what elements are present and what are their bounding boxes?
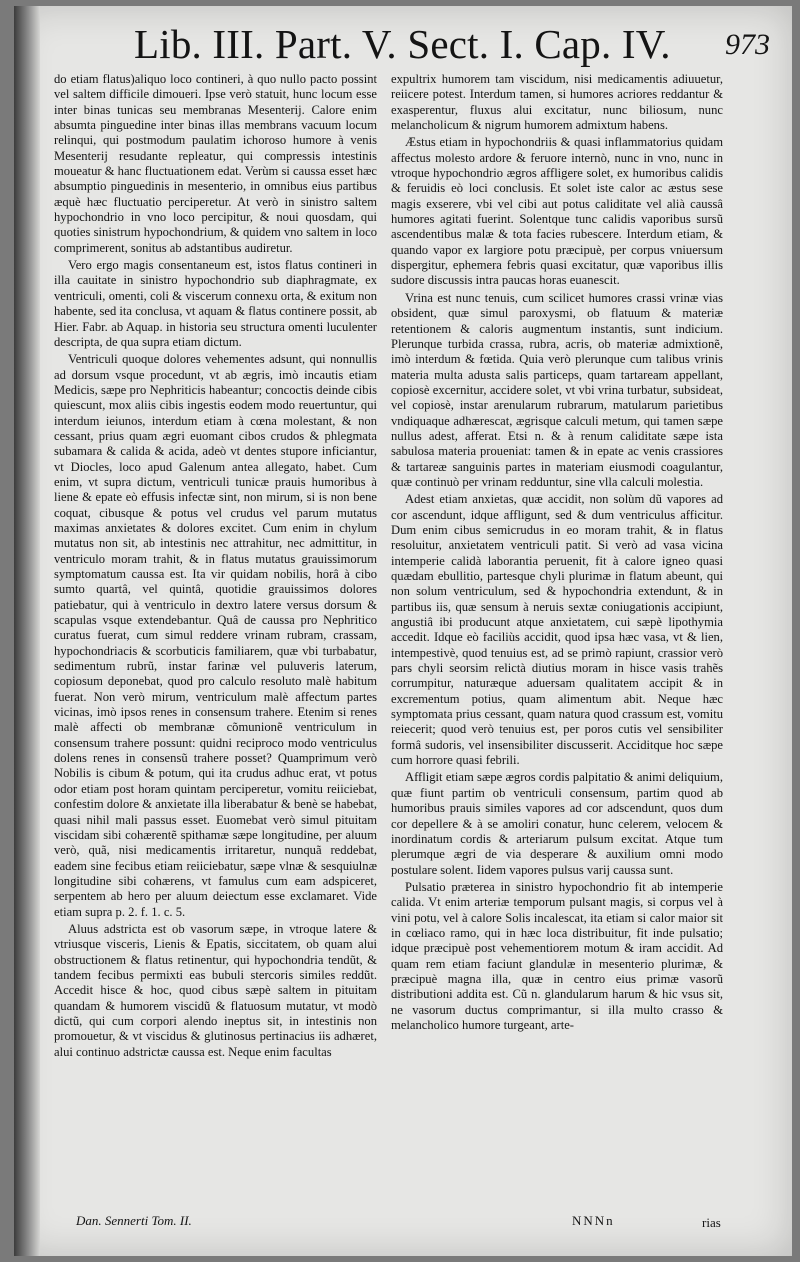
- paragraph: expultrix humorem tam viscidum, nisi medicamentis adiuuetur, reiicere potest. Interdum tamen, si humores acriores reddantur & exasperentur, fluxus alui excitatur, nunc biliosum, nunc melancholicum & nigrum humorem admixtum habens.: [391, 72, 723, 133]
- book-page: [14, 6, 792, 1256]
- signature-line: Dan. Sennerti Tom. II.: [76, 1213, 192, 1228]
- page-number: 973: [725, 28, 770, 61]
- paragraph: Adest etiam anxietas, quæ accidit, non solùm dũ vapores ad cor ascendunt, idque affligunt, sed & dum ventriculus afficitur. Dum enim cibus semicrudus in eo moram trahit, & in flatus resoluitur, anxietatem ventriculi patit. Si verò ad vasa vicina intemperie calidà laborantia peruenit, fit à calore igneo quasi quædam ebullitio, partesque chyli plurimæ in flatum abeunt, qui non solum ventriculum, sed & hypochondria extendunt, & in partibus iis, quæ sensum à neruis sextæ coniugationis accipiunt, angustiâ ibi producunt atque anxietatem, cui sæpè lipothymia accedit. Idque eò faciliùs accidit, quod ipsa hæc vasa, vt & lien, intempestivè, quod tenuius est, ad se primò rapiunt, crassior verò pars chyli seorsim relictà diutius moram in hisce vasis trahẽs corrumpitur, naturæque aduersam qualitatem accipit & in excrementum potius, quam alimentum abit. Neque hæc symptomata prius cessant, quam natura quod crassum est, vomitu reiecerit; quod verò tenuius est, per poros cutis vel sensibiliter formâ sudoris, vel insensibiliter discusserit. Acciditque hoc sæpe cum horrore quasi febrili.: [391, 492, 723, 768]
- page-header: [134, 20, 774, 72]
- catchword: rias: [702, 1215, 721, 1230]
- book-binding-shadow: [14, 6, 40, 1256]
- paragraph: Vero ergo magis consentaneum est, istos flatus contineri in illa cauitate in sinistro hypochondrio sub diaphragmate, ex ventriculi, omenti, coli & viscerum connexu orta, & exitum non habente, sed ita conclusa, vt aquam & flatus continere possit, ab Hier. Fabr. ab Aquap. in historia seu structura omenti luculenter descripta, de qua supra etiam dictum.: [54, 258, 377, 349]
- left-column: [54, 72, 377, 1062]
- paragraph: Æstus etiam in hypochondriis & quasi inflammatorius quidam affectus molesto ardore & feruore internò, nunc in vno, nunc in vtroque hypochondrio ægros affligere solet, ex humoribus calidis & feruidis eò loci conclusis. Et solet iste calor ac æstus sese magis exserere, vbi vel cibi aut potus caliditate vel alià caussâ humores agitati fuerint. Solentque tunc calidis vaporibus sursũ ascendentibus malæ & tota facies rubescere. Interdum etiam, & quando vapor ex largiore potu præcipuè, per corpus vniuersum dispergitur, ephemera febris quasi excitatur, quæ vaporibus illis sudore discussis intra paucas horas euanescit.: [391, 135, 723, 288]
- paragraph: Aluus adstricta est ob vasorum sæpe, in vtroque latere & vtriusque visceris, Lienis & Epatis, siccitatem, ob quam alui obstructionem & flatus retinentur, qui hypochondria tendũt, & tandem fecibus permixti eas bubuli stercoris similes reddũt. Accedit hisce & hoc, quod cibus sæpè saltem in pituitam quandam & humorem viscidũ & flatuosum mutatur, vt modò dictũ, qui cum corpori alendo ineptus sit, in intestinis non promouetur, & vt viscidus & glutinosus pertinacius iis adhæret, alui continuo adstrictæ caussa est. Neque enim facultas: [54, 921, 377, 1059]
- paragraph: Pulsatio præterea in sinistro hypochondrio fit ab intemperie calida. Vt enim arteriæ temporum pulsant magis, si corpus vel à vini potu, vel à calore Solis incalescat, ita etiam si calor maior sit in cœliaco ramo, qui in hæc loca distribuitur, fit inde pulsatio; idque præcipuè post vehementiorem motum & iram accidit. Ad quam rem etiam faciunt glandulæ in mesenterio plurimæ, & præcipuè magna illa, quæ in centro eius primæ vasorũ distributioni addita est. Cũ n. glandularum harum & hic vsus sit, ne vasorum ductus comprimantur, si illa multo crasso & melancholico humore turgeant, arte-: [391, 879, 723, 1032]
- paragraph: Ventriculi quoque dolores vehementes adsunt, qui nonnullis ad dorsum vsque procedunt, vt ab ægris, imò incautis etiam Medicis, sæpe pro Nephriticis habeantur; concoctis deinde cibis quiescunt, mox aliis cibis ingestis eodem modo reuertuntur, qui interdum ieiunos, interdum etiam à cœna molestant, & non cessant, prius quam ægri euomant cibos crudos & phlegmata subamara & calida & acida, adeò vt dentes stupore inficiantur, vt Diocles, loco apud Galenum antea allegato, habet. Cum enim, vt supra dictum, ventriculi tunicæ prauis humoribus à liene & epate eò effusis infectæ sint, non mirum, si is non bene coquat, cibusque & potus vel crudus vel parum mutatus maximas anxietates & dolores excitet. Cum enim in chylum mutatus non sit, ab intestinis nec attrahitur, nec admittitur, in ventriculo moram trahit, & in flatus mutatus grauissimorum symptomatum caussa est. Ita vir quidam nobilis, horâ à cibo sumto quartâ, vel quintâ, quotidie grauissimos dolores patiebatur, qui à ventriculo in dextro latere versus dorsum & scapulas vsque extendebantur. Quâ de caussa pro Nephritico curatus fuerat, cum simul reddere vrinam rubram, crassam, hypochondriacis & scorbuticis familiarem, quæ vbi turbabatur, sedimentum rubrũ, instar farinæ vel puluveris laterum, copiosum deponebat, quod pro calculo resoluto malè habitum fuerat. Non verò mirum, ventriculum malè affectum partes vicinas, imò ipsos renes in consensum trahere. Etenim si renes malè affecti ob membranæ cõmunionẽ ventriculum in consensum trahere possunt: quidni reciproco modo ventriculus dolens renes in consensũ trahere posset? Quamprimum verò Nobilis is cibum & potum, qui ita crudus adhuc erat, vt potus odor etiam post horam quintam perciperetur, vomitu reiiciebat, confestim dolore & anxietate illa liberabatur & benè se habebat, quasi nihil mali passus esset. Euomebat verò simul pituitam viscidam sibi cohærentẽ spithamæ sæpe longitudine, per aluum verò, quã, nisi medicamentis irritaretur, nunquã reddebat, eadem sine fecibus etiam reiiciebatur, sæpe vlnæ & sesquiulnæ longitudine sibi cohærens, vt famulus cum eam adspiceret, serpentem ab hero per aluum deiectum esse exclamaret. Vide etiam supra p. 2. f. 1. c. 5.: [54, 352, 377, 919]
- paragraph: Vrina est nunc tenuis, cum scilicet humores crassi vrinæ vias obsident, quæ simul paroxysmi, ob flatuum & materiæ retentionem & caloris augmentum instantis, sunt indicium. Plerunque turbida crassa, rubra, acris, ob materiæ admixtionẽ, imò interdum & fœtida. Quia verò plerunque cum talibus vrinis materia multa adusta salis particeps, quam tartaream appellant, copiosè excernitur, accidere solet, vt vbi vrina turbatur, subsideat, vel copiosè, instar arenularum rubrarum, matularum parietibus vndiquaque adhærescat, ægrisque calculi metum, qui tamen sæpe nullus adest, afferat. Etsi n. & à renum caliditate sæpe ista sabulosa materia proueniat: tamen & in epate ac venis crassiores & tartareæ sanguinis partes in materiam eiusmodi coagulantur, quæ continuò per vrinam redduntur, sine vlla calculi molestia.: [391, 290, 723, 489]
- paragraph: do etiam flatus)aliquo loco contineri, à quo nullo pacto possint vel saltem difficile dimoueri. Ipse verò statuit, hunc locum esse inter binas tunicas seu membranas Mesenterij. Calore enim absumta pinguedine inter binas illas membrans vacuum locum relinqui, qui postmodum paulatim ichoroso humore à venis Mesenterij resudante repleatur, qui compressis intestinis moueatur & hanc fluctuationem edat. Verùm si caussa esset hæc absumptio pinguedinis in mesenterio, in omnibus eius partibus æquè hæc fluctuatio perciperetur. At verò in sinistro saltem hypochondrio in vno loco percipitur, & noui quosdam, qui quoties sinistrum hypochondrium, & quidem vno saltem in loco comprimerent, sonitus ab adstantibus audiretur.: [54, 72, 377, 255]
- running-title: Lib. III. Part. V. Sect. I. Cap. IV.: [134, 21, 671, 67]
- paragraph: Affligit etiam sæpe ægros cordis palpitatio & animi deliquium, quæ fiunt partim ob ventriculi consensum, partim quod ab humoribus prauis similes vapores ad cor adscendunt, quos dum cor depellere & à se amoliri conatur, hunc celerem, velocem & inordinatum cordis & arteriarum pulsum excitat. Atque tum plerumque ægri de via desperare & auxilium omni modo postulare solent. Iidem vapores pulsus varij caussa sunt.: [391, 770, 723, 877]
- right-column: [391, 72, 723, 1035]
- quire-mark: NNNn: [572, 1213, 615, 1228]
